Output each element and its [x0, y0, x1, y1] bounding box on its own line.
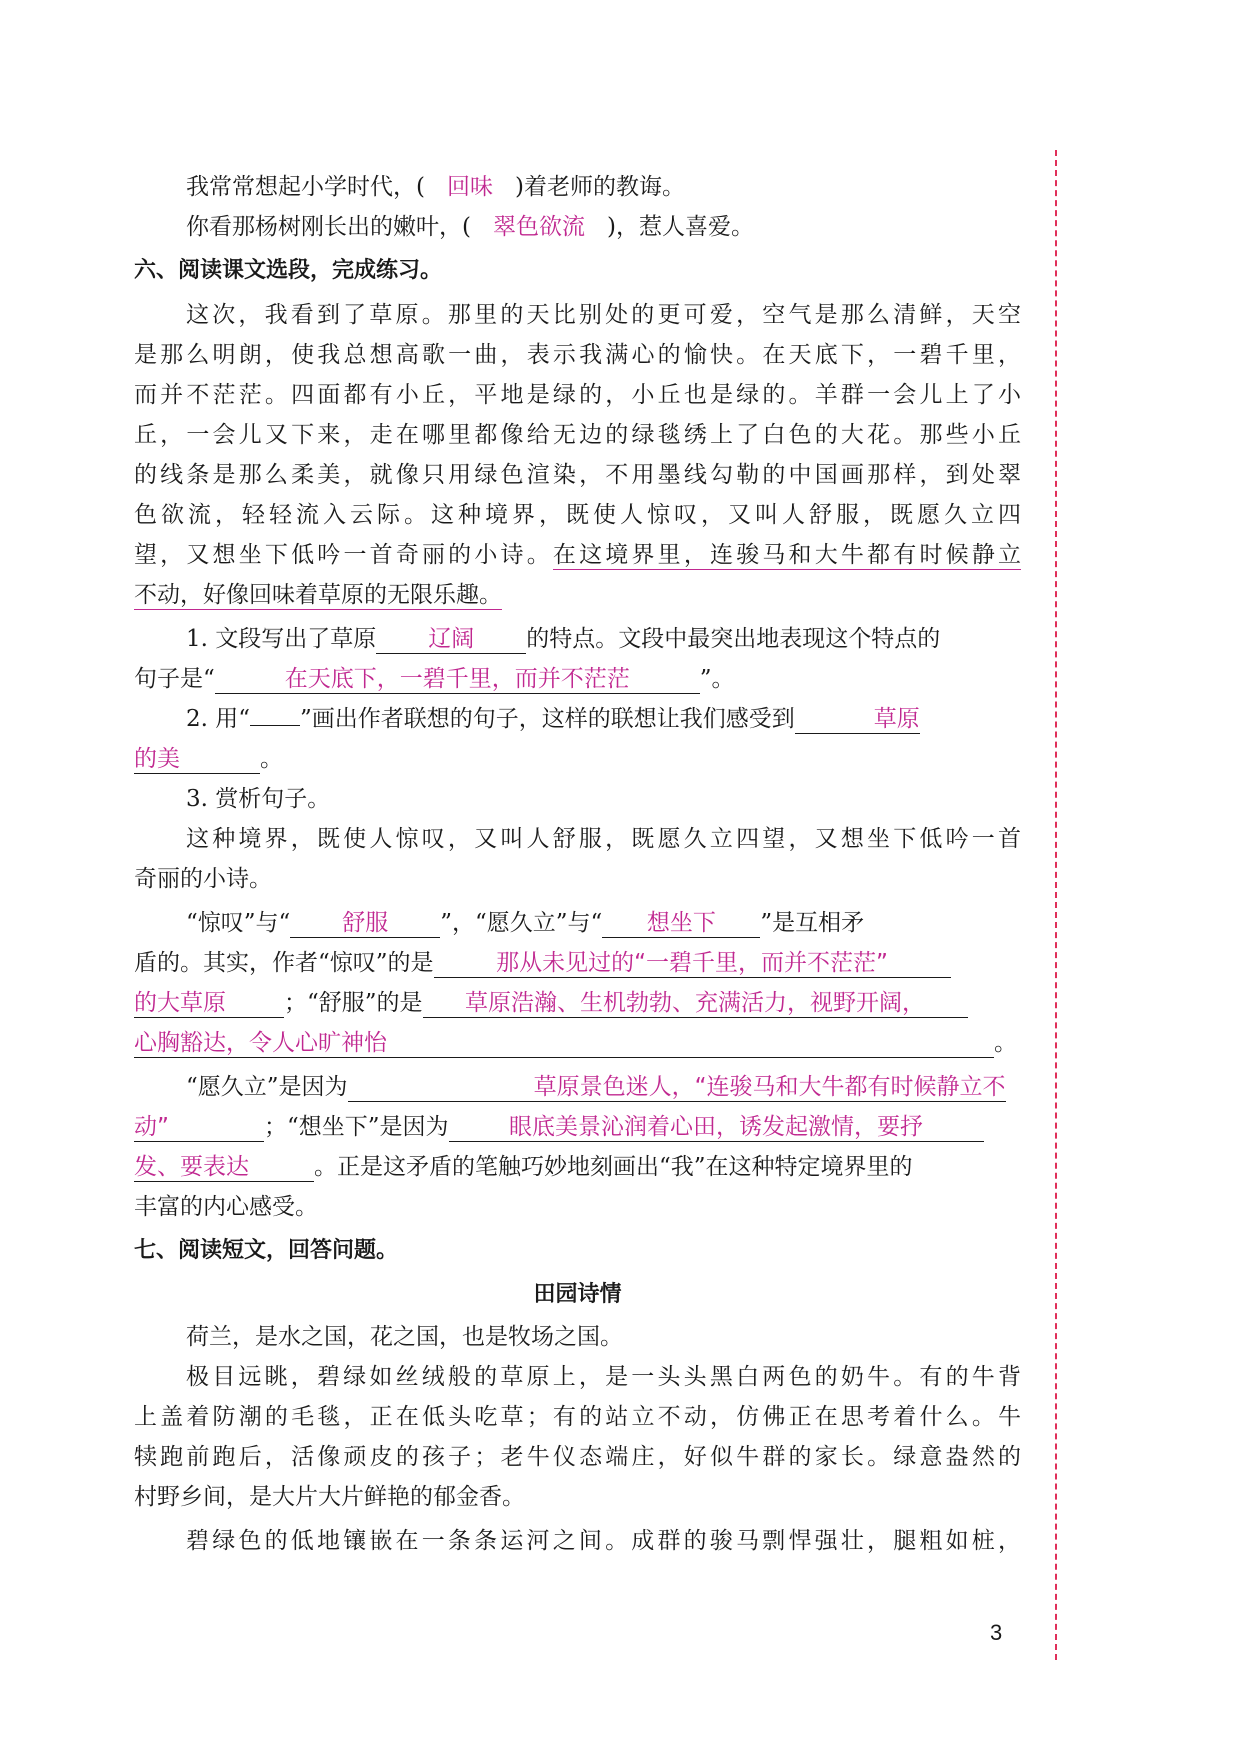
page-number: 3: [990, 1620, 1003, 1645]
answer-blank: 的美: [134, 745, 260, 774]
passage-line: 的线条是那么柔美，就像只用绿色渲染，不用墨线勾勒的中国画那样，到处翠: [134, 462, 1021, 488]
section-7-heading: 七、阅读短文，回答问题。: [134, 1238, 399, 1263]
answer-blank: 舒服: [290, 909, 440, 938]
article-line: 村野乡间，是大片大片鲜艳的郁金香。: [134, 1484, 525, 1510]
passage-line: [134, 580, 502, 610]
question-2: 2. 用“ ”画出作者联想的句子，这样的联想让我们感受到 草原: [186, 706, 920, 732]
passage-line: 望，又想坐下低吟一首奇丽的小诗。在这境界里，连骏马和大牛都有时候静立: [134, 542, 1022, 568]
underlined-association: 不动，好像回味着草原的无限乐趣。: [134, 582, 502, 608]
answer-blank: 辽阔: [376, 625, 526, 654]
answer-blank: 心胸豁达，令人心旷神怡: [134, 1029, 994, 1058]
passage-line: 而并不茫茫。四面都有小丘，平地是绿的，小丘也是绿的。羊群一会儿上了小: [134, 382, 1021, 408]
answer-blank: 想坐下: [602, 909, 760, 938]
answer-blank: 动”: [134, 1113, 264, 1142]
answer-blank: 眼底美景沁润着心田，诱发起激情，要抒: [449, 1113, 984, 1142]
answer-blank: 草原浩瀚、生机勃勃、充满活力，视野开阔，: [423, 989, 968, 1018]
answer-blank: 草原景色迷人，“连骏马和大牛都有时候静立不: [348, 1073, 1006, 1102]
question-3-line-5: “愿久立”是因为 草原景色迷人，“连骏马和大牛都有时候静立不: [186, 1074, 1006, 1100]
question-3-line-6: 动” ；“想坐下”是因为 眼底美景沁润着心田，诱发起激情，要抒: [134, 1112, 984, 1142]
line-symbol: [250, 725, 300, 726]
article-line: 犊跑前跑后，活像顽皮的孩子；老牛仪态端庄，好似牛群的家长。绿意盎然的: [134, 1444, 1021, 1470]
passage-line: 这次，我看到了草原。那里的天比别处的更可爱，空气是那么清鲜，天空: [186, 302, 1021, 328]
fill-line-2: 你看那杨树刚长出的嫩叶，( 翠色欲流 )，惹人喜爱。: [186, 214, 754, 240]
answer-blank: 的大草原: [134, 989, 284, 1018]
question-3-line-7: 发、要表达 。正是这矛盾的笔触巧妙地刻画出“我”在这种特定境界里的: [134, 1154, 913, 1180]
article-line: 荷兰，是水之国，花之国，也是牧场之国。: [186, 1324, 623, 1350]
answer-blank: 那从未见过的“一碧千里，而并不茫茫”: [434, 949, 951, 978]
question-3-line-1: “惊叹”与“ 舒服 ”，“愿久立”与“ 想坐下 ”是互相矛: [186, 910, 865, 936]
fill-line-1: 我常常想起小学时代，( 回味 )着老师的教诲。: [186, 174, 685, 200]
passage-line: 是那么明朗，使我总想高歌一曲，表示我满心的愉快。在天底下，一碧千里，: [134, 342, 1021, 368]
passage-line: 色欲流，轻轻流入云际。这种境界，既使人惊叹，又叫人舒服，既愿久立四: [134, 502, 1021, 528]
article-line: 极目远眺，碧绿如丝绒般的草原上，是一头头黑白两色的奶牛。有的牛背: [186, 1364, 1021, 1390]
answer-cuise: 翠色欲流: [492, 214, 585, 240]
cut-line: [1055, 150, 1057, 1660]
article-line: 上盖着防潮的毛毯，正在低头吃草；有的站立不动，仿佛正在思考着什么。牛: [134, 1404, 1021, 1430]
article-line: 碧绿色的低地镶嵌在一条条运河之间。成群的骏马剽悍强壮，腿粗如桩，: [186, 1528, 1021, 1554]
question-3-label: 3. 赏析句子。: [186, 786, 331, 812]
question-2-line-2: 的美 。: [134, 746, 283, 772]
passage-line: 丘，一会儿又下来，走在哪里都像给无边的绿毯绣上了白色的大花。那些小丘: [134, 422, 1021, 448]
question-3-line-3: 的大草原 ；“舒服”的是 草原浩瀚、生机勃勃、充满活力，视野开阔，: [134, 988, 968, 1018]
quoted-sentence: 这种境界，既使人惊叹，又叫人舒服，既愿久立四望，又想坐下低吟一首: [186, 826, 1021, 852]
answer-blank: 草原: [795, 705, 920, 734]
question-3-line-4: 心胸豁达，令人心旷神怡 。: [134, 1030, 1017, 1056]
quoted-sentence: 奇丽的小诗。: [134, 866, 272, 892]
answer-huiwei: 回味: [446, 174, 493, 200]
underlined-association: 在这境界里，连骏马和大牛都有时候静立: [552, 542, 1022, 568]
article-title: 田园诗情: [533, 1282, 622, 1307]
section-6-heading: 六、阅读课文选段，完成练习。: [134, 258, 443, 283]
question-1-line-2: 句子是“ 在天底下，一碧千里，而并不茫茫 ”。: [134, 666, 735, 692]
answer-blank: 发、要表达: [134, 1153, 314, 1182]
answer-blank: 在天底下，一碧千里，而并不茫茫: [215, 665, 700, 694]
question-1: 1. 文段写出了草原 辽阔 的特点。文段中最突出地表现这个特点的: [186, 626, 941, 652]
question-3-line-2: 盾的。其实，作者“惊叹”的是 那从未见过的“一碧千里，而并不茫茫”: [134, 948, 951, 978]
question-3-line-8: 丰富的内心感受。: [134, 1194, 318, 1220]
